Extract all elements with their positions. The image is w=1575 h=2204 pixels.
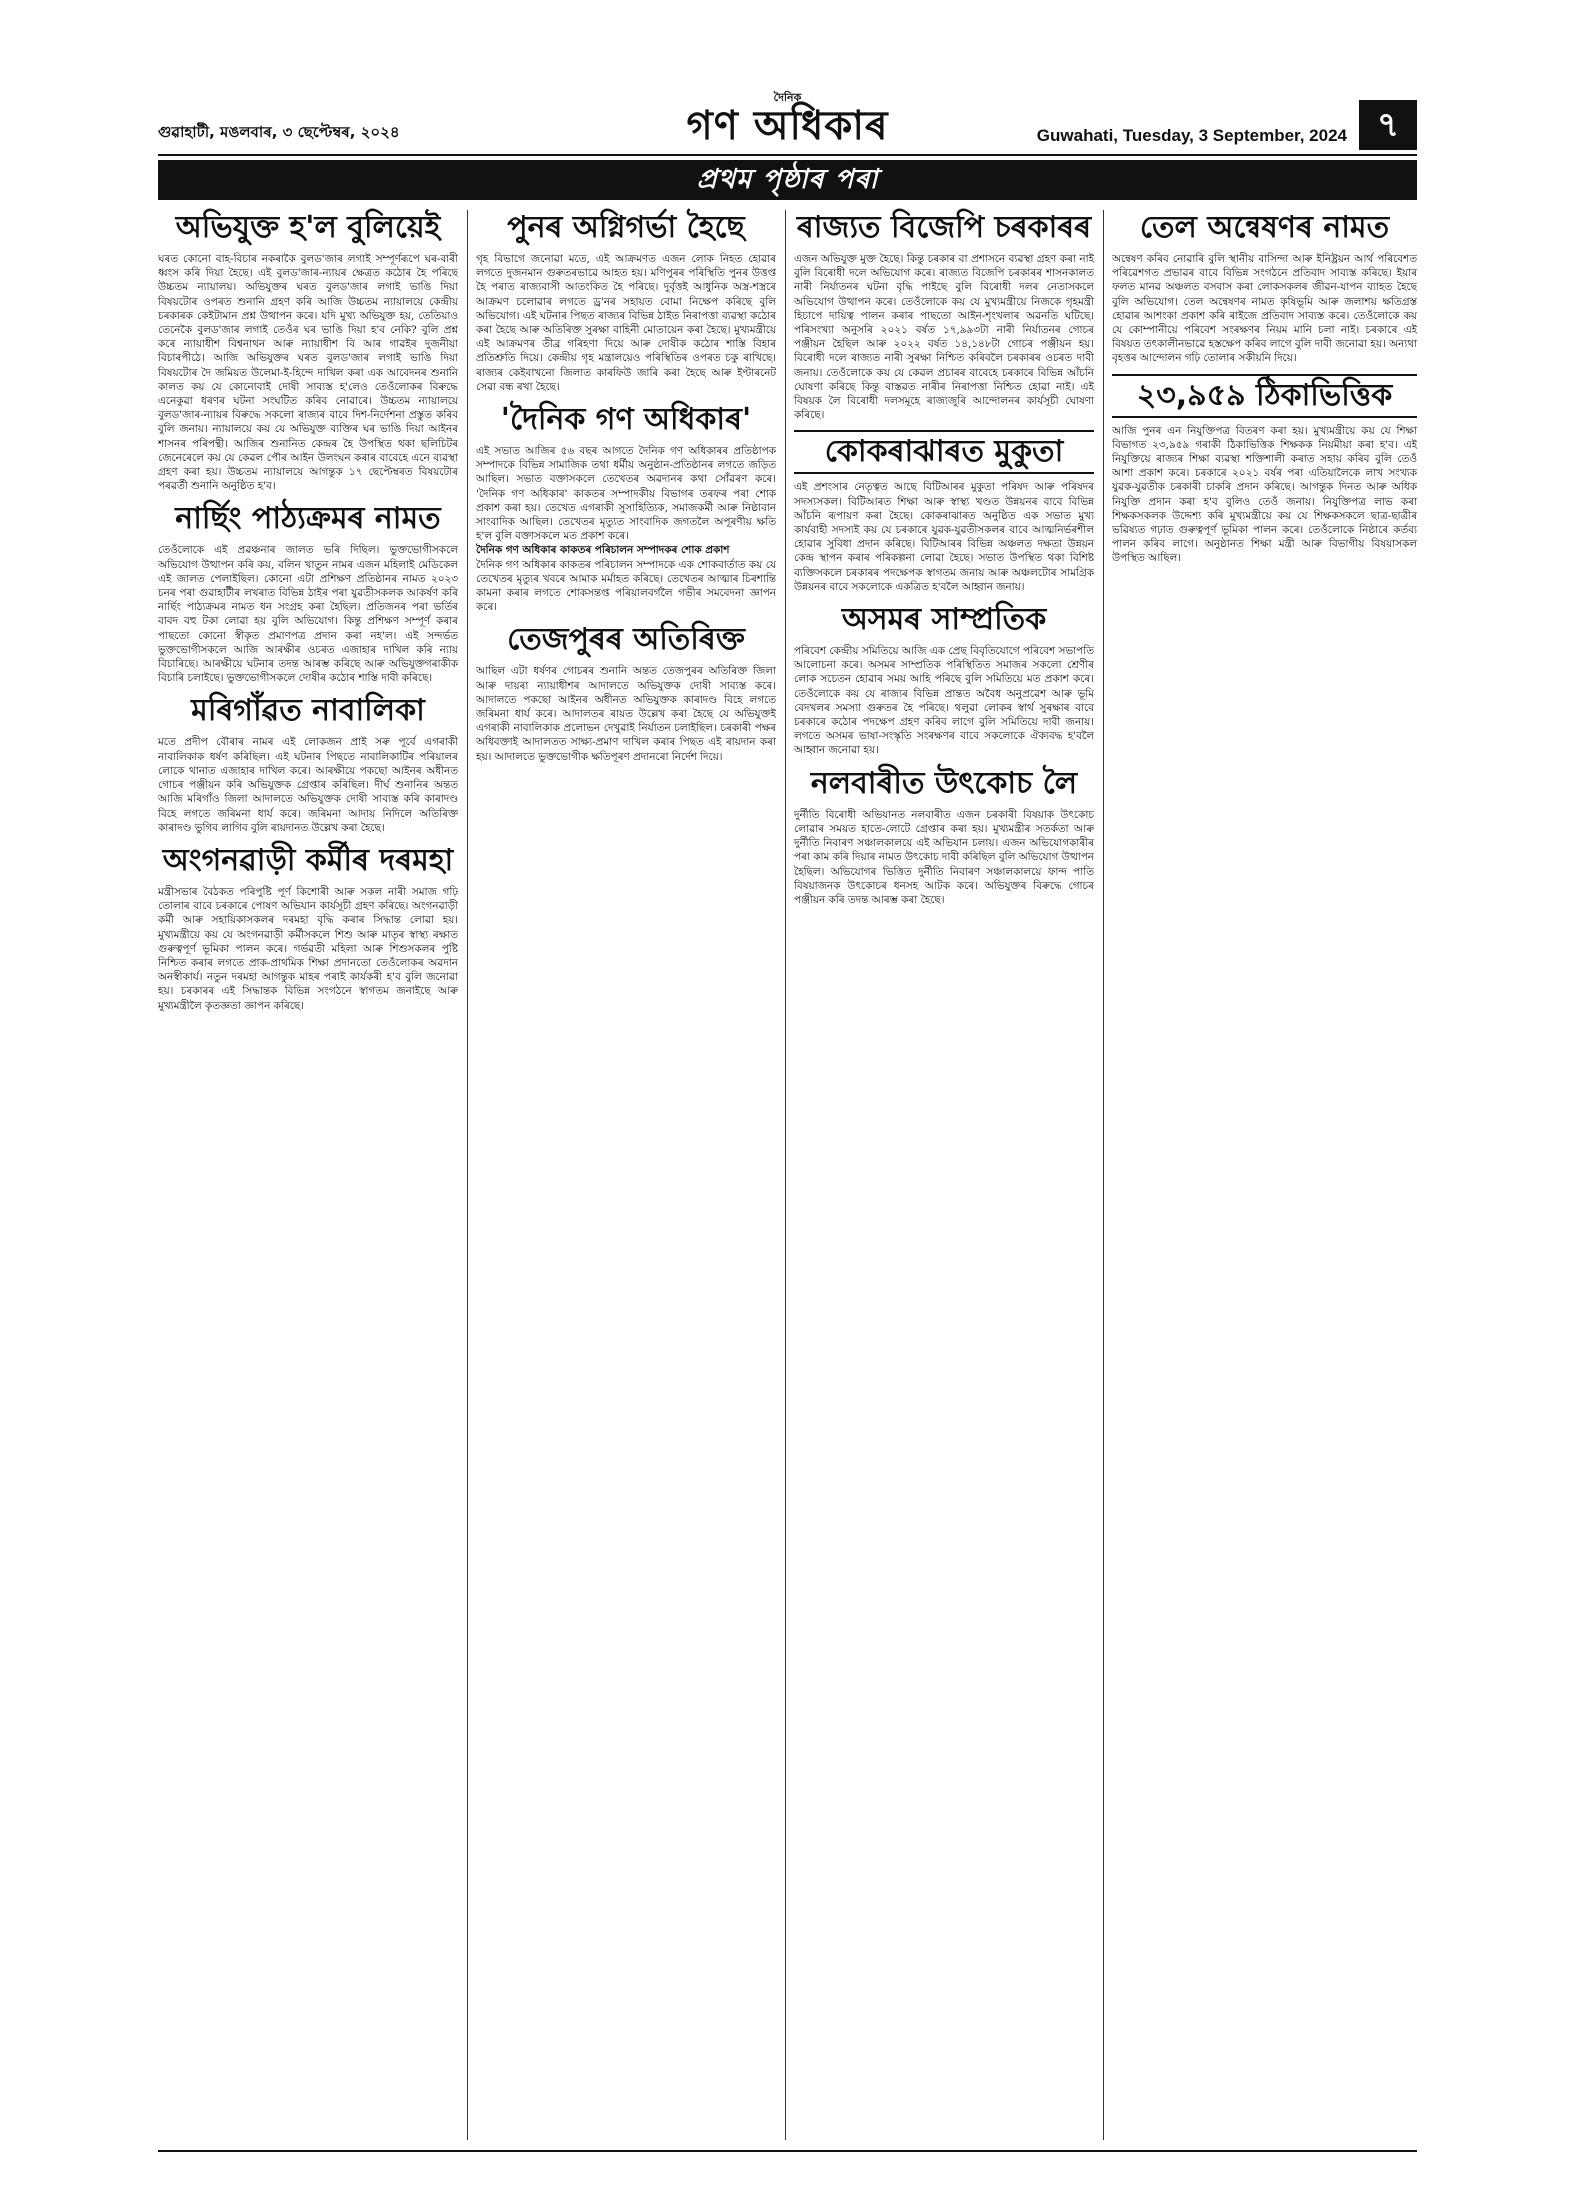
headline: মৰিগাঁৱত নাবালিকা xyxy=(191,693,425,729)
article-body: এই সভাত আজিৰ ৫৬ বছৰ আগতে দৈনিক গণ অধিকাৰৰ প্ৰতিষ্ঠাপক সম্পাদকে বিভিন্ন সামাজিক তথা ধৰ্মীয় অনুষ্ঠান-প্ৰতিষ্ঠানৰ লগতে জড়িত আছিল। সভাত বক্তাসকলে তেখেতৰ অৱদানৰ কথা সোঁৱৰণ কৰে। 'দৈনিক গণ অধিকাৰ' কাকতৰ সম্পাদকীয় বিভাগৰ তৰফৰ পৰা শোক প্ৰকাশ কৰা হয়। তেখেত এগৰাকী সুসাহিত্যিক, সমাজকৰ্মী আৰু নিষ্ঠাবান সাংবাদিক আছিল। তেখেতৰ মৃত্যুত সাংবাদিক জগতলৈ অপূৰণীয় ক্ষতি হ'ল বুলি বক্তাসকলে মত প্ৰকাশ কৰে। xyxy=(476,445,776,543)
headline: নলবাৰীত উৎকোচ লৈ xyxy=(810,765,1078,801)
article-nalbari-bribe xyxy=(794,766,1094,907)
newspaper-logo xyxy=(687,92,889,148)
headline: অংগনৱাড়ী কৰ্মীৰ দৰমহা xyxy=(162,842,454,878)
article-body: আছিল এটা ধৰ্ষণৰ গোচৰৰ শুনানি অন্তত তেজপুৰৰ অতিৰিক্ত জিলা আৰু দায়ৰা ন্যায়াধীশৰ আদালতে অভিযুক্তক দোষী সাব্যস্ত কৰে। আদালতে পকছো আইনৰ অধীনত অভিযুক্তক কাৰাদণ্ড বিহে লগতে জৰিমনা ধাৰ্য কৰে। আদালতৰ ৰায়ত উল্লেখ কৰা হৈছে যে অভিযুক্তই এগৰাকী নাবালিকাক প্ৰলোভন দেখুৱাই নিৰ্যাতন চলাইছিল। চৰকাৰী পক্ষৰ অধিবক্তাই আদালতত সাক্ষ্য-প্ৰমাণ দাখিল কৰাৰ পিছত এই ৰায়দান কৰা হয়। আদালতে ভুক্তভোগীক ক্ষতিপূৰণ প্ৰদানৰো নিৰ্দেশ দিয়ে। xyxy=(476,665,776,763)
article-kokrajhar xyxy=(794,430,1094,594)
article-morigaon-minor xyxy=(158,693,458,834)
column-4 xyxy=(1112,206,1417,2146)
column-2 xyxy=(476,206,776,2146)
article-body: আজি পুনৰ এন নিযুক্তিপত্ৰ বিতৰণ কৰা হয়। মুখ্যমন্ত্ৰীয়ে কয় যে শিক্ষা বিভাগত ২৩,৯৫৯ গৰাকী ঠিকাভিত্তিক শিক্ষকক নিয়মীয়া কৰা হ'ব। এই নিযুক্তিয়ে ৰাজ্যৰ শিক্ষা ব্যৱস্থা শক্তিশালী কৰাত সহায় কৰিব বুলি তেওঁ আশা প্ৰকাশ কৰে। চৰকাৰে ২০২১ বৰ্ষৰ পৰা এতিয়ালৈকে লাখ সংখ্যক যুৱক-যুৱতীক চৰকাৰী চাকৰি প্ৰদান কৰিছে। আগন্তুক দিনত আৰু অধিক নিযুক্তি প্ৰদান কৰা হ'ব বুলিও তেওঁ জনায়। নিযুক্তিপত্ৰ লাভ কৰা শিক্ষকসকলক উদ্দেশ্য কৰি মুখ্যমন্ত্ৰীয়ে কয় যে শিক্ষকসকলে ছাত্ৰ-ছাত্ৰীৰ ভৱিষ্যত গঢ়াত গুৰুত্বপূৰ্ণ ভূমিকা পালন কৰে। তেওঁলোকে নিষ্ঠাৰে কৰ্তব্য পালন কৰিব লাগে। অনুষ্ঠানত শিক্ষা মন্ত্ৰী আৰু বিভাগীয় বিষয়াসকল উপস্থিত আছিল। xyxy=(1112,424,1417,565)
article-body: অন্বেষণ কৰিব নোৱাৰি বুলি স্থানীয় বাসিন্দা আৰু ইনিষ্ট্ৰয়ন আৰ্থ পৰিবেশত পৰিৱেশগত প্ৰভাৱৰ বাবে বিভিন্ন সংগঠনে প্ৰতিবাদ সাব্যস্ত কৰিছে। ইয়াৰ ফলত মানৱ অঞ্চলত বসবাস কৰা লোকসকলৰ জীৱন-যাপন ব্যাহত হৈছে বুলি অভিযোগ। তেল অন্বেষণৰ নামত কৃষিভূমি আৰু জলাশয় ক্ষতিগ্ৰস্ত হোৱাৰ আশংকা প্ৰকাশ কৰি ৰাইজে প্ৰতিবাদ সাব্যস্ত কৰে। তেওঁলোকে কয় যে কোম্পানীয়ে পৰিবেশ সংৰক্ষণৰ নিয়ম মানি চলা নাই। চৰকাৰে এই বিষয়ত তৎকালীনভাৱে হস্তক্ষেপ কৰিব লাগে বুলি দাবী জনোৱা হয়। অন্যথা বৃহত্তৰ আন্দোলন গঢ়ি তোলাৰ সকীয়নি দিয়ে। xyxy=(1112,253,1417,365)
footer-rule xyxy=(158,2150,1417,2152)
article-nursing-course xyxy=(158,501,458,685)
article-accused-bulldozer xyxy=(158,210,458,493)
article-body: পৰিবেশ কেন্দ্ৰীয় সমিতিয়ে আজি এক প্ৰেছ বিবৃতিযোগে পৰিবেশ সভাপতি আলোচনা কৰে। অসমৰ সাম্প্ৰতিক পৰিস্থিতিত সমাজৰ সকলো শ্ৰেণীৰ লোক সচেতন হোৱাৰ সময় আহি পৰিছে বুলি সমিতিয়ে মত প্ৰকাশ কৰে। তেওঁলোকে কয় যে ৰাজ্যৰ বিভিন্ন প্ৰান্তত অবৈধ অনুপ্ৰৱেশ আৰু ভূমি বেদখলৰ সমস্যা গুৰুতৰ হৈ পৰিছে। থলুৱা লোকৰ স্বাৰ্থ সুৰক্ষাৰ বাবে চৰকাৰে কঠোৰ পদক্ষেপ গ্ৰহণ কৰিব লাগে বুলি সমিতিয়ে দাবী জনায়। লগতে অসমৰ ভাষা-সংস্কৃতি সংৰক্ষণৰ বাবে সকলোকে ঐক্যবদ্ধ হ'বলৈ আহ্বান জনোৱা হয়। xyxy=(794,645,1094,757)
logo-main-text: গণ অধিকাৰ xyxy=(686,103,889,149)
article-tezpur-additional xyxy=(476,622,776,763)
column-1 xyxy=(158,206,458,2146)
masthead-date-assamese: গুৱাহাটী, মঙলবাৰ, ৩ ছেপ্টেম্বৰ, ২০২৪ xyxy=(158,123,400,141)
article-body: তেওঁলোকে এই প্ৰৱঞ্চনাৰ জালত ভৰি দিছিল। ভুক্তভোগীসকলে অভিযোগ উত্থাপন কৰি কয়, বলিন খাতুন নামৰ এজন মহিলাই মেডিকেল এই জালত পেলাইছিল। কোনো এটা প্ৰশিক্ষণ প্ৰতিষ্ঠানৰ নামত ২০২৩ চনৰ পৰা গুৱাহাটীৰ লখৰাত বিভিন্ন ঠাইৰ পৰা যুৱতীসকলক আকৰ্ষণ কৰি নাৰ্ছিং পাঠ্যক্ৰমৰ নামত ধন সংগ্ৰহ কৰা হৈছিল। প্ৰতিজনৰ পৰা ভৰ্তিৰ বাবদ বহু টকা লোৱা হয় বুলি অভিযোগ। কিন্তু প্ৰশিক্ষণ সম্পূৰ্ণ কৰাৰ পাছতো কোনো স্বীকৃত প্ৰমাণপত্ৰ প্ৰদান কৰা নহ'ল। এই সন্দৰ্ভত ভুক্তভোগীসকলে আজি আৰক্ষীৰ ওচৰত এজাহাৰ দাখিল কৰি ন্যায় বিচাৰিছে। আৰক্ষীয়ে ঘটনাৰ তদন্ত আৰম্ভ কৰিছে আৰু অভিযুক্তগৰাকীক বিচাৰি চলাইছে। ভুক্তভোগীসকলে দোষীৰ কঠোৰ শাস্তি দাবী কৰিছে। xyxy=(158,544,458,685)
article-body: গৃহ বিভাগে জনোৱা মতে, এই আক্ৰমণত এজন লোক নিহত হোৱাৰ লগতে দুজনমান গুৰুতৰভাৱে আহত হয়। মণিপুৰৰ পৰিস্থিতি পুনৰ উত্তপ্ত হৈ পৰাত ৰাজ্যবাসী আতংকিত হৈ পৰিছে। দুৰ্বৃত্তই আধুনিক অস্ত্ৰ-শস্ত্ৰৰে আক্ৰমণ চলোৱাৰ লগতে ড্ৰ'নৰ সহায়ত বোমা নিক্ষেপ কৰিছে বুলি অভিযোগ। এই ঘটনাৰ পিছত ৰাজ্যৰ বিভিন্ন ঠাইত নিৰাপত্তা ব্যৱস্থা কঠোৰ কৰা হৈছে আৰু অতিৰিক্ত সুৰক্ষা বাহিনী মোতায়েন কৰা হৈছে। মুখ্যমন্ত্ৰীয়ে এই আক্ৰমণৰ তীব্ৰ গৰিহণা দিয়ে আৰু দোষীক কঠোৰ শাস্তি বিহাৰ প্ৰতিশ্ৰুতি দিয়ে। কেন্দ্ৰীয় গৃহ মন্ত্ৰালয়েও পৰিস্থিতিৰ ওপৰত চকু ৰাখিছে। ৰাজ্যৰ কেইবাখনো জিলাত কাৰফিউ জাৰি কৰা হৈছে আৰু ইণ্টাৰনেট সেৱা বন্ধ ৰখা হৈছে। xyxy=(476,253,776,393)
headline: ২৩,৯৫৯ ঠিকাভিত্তিক xyxy=(1112,374,1417,418)
article-body: ঘৰত কোনো বাহ-বিচাৰ নকৰাকৈ বুলড'জাৰ লগাই সম্পূৰ্ণৰূপে ঘৰ-বাৰী ধ্বংস কৰি দিয়া হৈছে। এই বুলড'জাৰ-ন্যায়ৰ ক্ষেত্ৰত কঠোৰ হৈ পৰিছে উচ্চতম ন্যায়ালয়। অভিযুক্তৰ ঘৰত বুলড'জাৰ লগাই ভাঙি দিয়া বিষয়টোৰ ওপৰত শুনানি গ্ৰহণ কৰি আজি উচ্চতম ন্যায়ালয়ে কেন্দ্ৰীয় চৰকাৰক কেইটামান প্ৰশ্ন উত্থাপন কৰে। যদি মুখ্য অভিযুক্ত হয়, তেতিয়াও তেনেকৈ বুলড'জাৰ লগাই তেওঁৰ ঘৰ ভাঙি দিয়া হ'ব নেকি? বুলি প্ৰশ্ন কৰে ন্যায়াধীশ বিশ্বনাথন আৰু ন্যায়াধীশ বি আৰ গাৱইৰ দুজনীয়া বিচাৰপীঠে। আজি অভিযুক্তৰ ঘৰত বুলড'জাৰ লগাই ভাঙি দিয়া বিষয়টোৰ দৈ জমিয়ত উলেমা-ই-হিন্দে দাখিল কৰা এক আবেদনৰ শুনানি কালত কয় যে কোনোবাই দোষী সাব্যস্ত হ'লেও তেওঁলোকৰ বিৰুদ্ধে এনেকুৱা ধৰণৰ ঘটনা সংঘটিত কৰিব নোৱাৰে। উচ্চতম ন্যায়ালয়ে বুলড'জাৰ-ন্যায়ৰ বিৰুদ্ধে সকলো ৰাজ্যৰ বাবে দিশ-নিৰ্দেশনা প্ৰস্তুত কৰিব বুলি জনায়। ন্যায়ালয়ে কয় যে অভিযুক্ত ব্যক্তিৰ ঘৰ ভাঙি দিয়া আইনৰ শাসনৰ পৰিপন্থী। আজিৰ শুনানিত কেন্দ্ৰৰ হৈ উপস্থিত থকা ছলিচিটৰ জেনেৰেলে কয় যে কেৱল পৌৰ আইন উলংঘন কৰাৰ বাবেহে এনে ব্যৱস্থা গ্ৰহণ কৰা হয়। উচ্চতম ন্যায়ালয়ে আগন্তুক ১৭ ছেপ্টেম্বৰত বিষয়টোৰ পৰৱৰ্তী শুনানি অনুষ্ঠিত হ'ব। xyxy=(158,253,458,493)
article-bjp-government xyxy=(794,210,1094,422)
headline: 'দৈনিক গণ অধিকাৰ' xyxy=(500,402,752,438)
column-divider xyxy=(785,210,786,2140)
article-assam-current xyxy=(794,602,1094,758)
article-body: মতে প্ৰদীপ বৌৰাৰ নামৰ এই লোকজন প্ৰাই সৰু পূৰ্বে এগৰাকী নাবালিকাক ধৰ্ষণ কৰিছিল। এই ঘটনাৰ পিছতে নাবালিকাটিৰ পৰিয়ালৰ লোকে থানাত এজাহাৰ দাখিল কৰে। আৰক্ষীয়ে পকছো আইনৰ অধীনত গোচৰ পঞ্জীয়ন কৰি অভিযুক্তক গ্ৰেপ্তাৰ কৰিছিল। দীৰ্ঘ শুনানিৰ অন্তত আজি মৰিগাঁও জিলা আদালতে অভিযুক্তক দোষী সাব্যস্ত কৰি কাৰাদণ্ড বিহে লগতে জৰিমনা ধাৰ্য কৰে। জৰিমনা আদায় নিদিলে অতিৰিক্ত কাৰাদণ্ড ভুগিব লাগিব বুলি ৰায়দানত উল্লেখ কৰা হৈছে। xyxy=(158,736,458,834)
masthead xyxy=(158,91,1417,152)
logo-small-text: দৈনিক xyxy=(773,91,802,104)
article-manipur-fire xyxy=(476,210,776,394)
masthead-date-english: Guwahati, Tuesday, 3 September, 2024 xyxy=(1036,126,1347,145)
headline: অভিযুক্ত হ'ল বুলিয়েই xyxy=(175,210,441,245)
headline: তেল অন্বেষণৰ নামত xyxy=(1139,210,1390,245)
article-body-continued: দৈনিক গণ অধিকাৰ কাকতৰ পৰিচালন সম্পাদকে এক শোকবাৰ্তাত কয় যে তেখেতৰ মৃত্যুৰ খবৰে আমাক মৰ্মাহত কৰিছে। তেখেতৰ আত্মাৰ চিৰশান্তি কামনা কৰাৰ লগতে শোকসন্তপ্ত পৰিয়ালবৰ্গলৈ গভীৰ সমবেদনা জ্ঞাপন কৰে। xyxy=(476,558,776,614)
article-body: মন্ত্ৰীসভাৰ বৈঠকত পৰিপুষ্টি পূৰ্ণ কিশোৰী আৰু সকল নাৰী সমাজ গঢ়ি তোলাৰ বাবে চৰকাৰে পোষণ অভিযান কাৰ্যসূচী গ্ৰহণ কৰিছে। অংগনৱাড়ী কৰ্মী আৰু সহায়িকাসকলৰ দৰমহা বৃদ্ধি কৰাৰ সিদ্ধান্ত লোৱা হয়। মুখ্যমন্ত্ৰীয়ে কয় যে অংগনৱাড়ী কৰ্মীসকলে শিশু আৰু মাতৃৰ স্বাস্থ্য ৰক্ষাত গুৰুত্বপূৰ্ণ ভূমিকা পালন কৰে। গৰ্ভৱতী মহিলা আৰু শিশুসকলৰ পুষ্টি নিশ্চিত কৰাৰ লগতে প্ৰাক-প্ৰাথমিক শিক্ষা প্ৰদানতো তেওঁলোকৰ অৱদান অনস্বীকাৰ্য। নতুন দৰমহা আগন্তুক মাহৰ পৰাই কাৰ্যকৰী হ'ব বুলি জনোৱা হয়। চৰকাৰৰ এই সিদ্ধান্তক বিভিন্ন সংগঠনে স্বাগতম জনাইছে আৰু মুখ্যমন্ত্ৰীলৈ কৃতজ্ঞতা জ্ঞাপন কৰিছে। xyxy=(158,885,458,1012)
column-3 xyxy=(794,206,1094,2146)
column-divider xyxy=(467,210,468,2140)
page-number: ৭ xyxy=(1359,100,1417,150)
article-subhead: দৈনিক গণ অধিকাৰ কাকতৰ পৰিচালন সম্পাদকৰ শোক প্ৰকাশ xyxy=(476,544,730,557)
column-divider xyxy=(1103,210,1104,2140)
article-columns xyxy=(158,206,1417,2146)
article-dainik-gana-adhikar xyxy=(476,402,776,614)
section-banner: প্ৰথম পৃষ্ঠাৰ পৰা xyxy=(158,160,1417,200)
header-rule xyxy=(158,154,1417,156)
article-oil-exploration xyxy=(1112,210,1417,366)
headline: ৰাজ্যত বিজেপি চৰকাৰৰ xyxy=(796,210,1092,245)
article-body: এই প্ৰশংসাৰ নেতৃত্বত আছে বিটিআৰৰ মুকুতা পৰিষদ আৰু পৰিষদৰ সদস্যসকল। বিটিআৰত শিক্ষা আৰু স্বাস্থ্য খণ্ডত উন্নয়নৰ বাবে বিভিন্ন আঁচনি ৰূপায়ণ কৰা হৈছে। কোকৰাঝাৰত অনুষ্ঠিত এক সভাত মুখ্য কাৰ্যবাহী সদস্যই কয় যে চৰকাৰে যুৱক-যুৱতীসকলৰ বাবে আত্মনিৰ্ভৰশীল হোৱাৰ সুবিধা প্ৰদান কৰিছে। বিটিআৰৰ বিভিন্ন অঞ্চলত দক্ষতা উন্নয়ন কেন্দ্ৰ স্থাপন কৰাৰ পৰিকল্পনা লোৱা হৈছে। সভাত উপস্থিত থকা বিশিষ্ট ব্যক্তিসকলে চৰকাৰৰ পদক্ষেপক স্বাগতম জনায় আৰু অঞ্চলটোৰ সামগ্ৰিক উন্নয়নৰ বাবে সকলোকে একত্ৰিত হ'বলৈ আহ্বান জনায়। xyxy=(794,481,1094,593)
headline: তেজপুৰৰ অতিৰিক্ত xyxy=(507,622,745,658)
headline: নাৰ্ছিং পাঠ্যক্ৰমৰ নামত xyxy=(175,501,441,537)
headline: কোকৰাঝাৰত মুকুতা xyxy=(794,430,1094,474)
article-contract-teachers xyxy=(1112,374,1417,566)
article-body: দুৰ্নীতি বিৰোধী অভিযানত নলবাৰীত এজন চৰকাৰী বিষয়াক উৎকোচ লোৱাৰ সময়ত হাতে-লোটে গ্ৰেপ্তাৰ কৰা হয়। মুখ্যমন্ত্ৰীৰ সতৰ্কতা আৰু দুৰ্নীতি নিবাৰণ সঞ্চালকালয়ে এই অভিযান চলায়। এজন অভিযোগকাৰীৰ পৰা কাম কৰি দিয়াৰ নামত উৎকোচ দাবী কৰিছিল বুলি অভিযোগ উত্থাপন হৈছিল। অভিযোগৰ ভিত্তিত দুৰ্নীতি নিবাৰণ সঞ্চালকালয়ে ফান্দ পাতি বিষয়াজনক উৎকোচৰ ধনসহ আটক কৰে। অভিযুক্তৰ বিৰুদ্ধে গোচৰ পঞ্জীয়ন কৰি তদন্ত আৰম্ভ কৰা হৈছে। xyxy=(794,808,1094,906)
headline: অসমৰ সাম্প্ৰতিক xyxy=(841,602,1047,638)
headline: পুনৰ অগ্নিগৰ্ভা হৈছে xyxy=(507,210,745,245)
article-body: এজন অভিযুক্ত মুক্ত হৈছে। কিন্তু চৰকাৰ বা প্ৰশাসনে ব্যৱস্থা গ্ৰহণ কৰা নাই বুলি বিৰোধী দলে অভিযোগ কৰে। ৰাজ্যত বিজেপি চৰকাৰৰ শাসনকালত নাৰী নিৰ্যাতনৰ ঘটনা বৃদ্ধি পাইছে বুলি বিৰোধী দলৰ নেতাসকলে অভিযোগ উত্থাপন কৰে। তেওঁলোকে কয় যে মুখ্যমন্ত্ৰীয়ে নিজকে গৃহমন্ত্ৰী হিচাপে দায়িত্ব পালন কৰাৰ পাছতো আইন-শৃংখলাৰ অৱনতি ঘটিছে। পৰিসংখ্যা অনুসৰি ২০২১ বৰ্ষত ১৭,৯৯৩টা নাৰী নিৰ্যাতনৰ গোচৰ পঞ্জীয়ন হৈছিল আৰু ২০২২ বৰ্ষত ১৪,১৪৮টা গোচৰ পঞ্জীয়ন হয়। বিৰোধী দলে ৰাজ্যত নাৰী সুৰক্ষা নিশ্চিত কৰিবলৈ চৰকাৰৰ ওচৰত দাবী জনায়। তেওঁলোকে কয় যে কেৱল প্ৰচাৰৰ বাবেহে চৰকাৰে বিভিন্ন আঁচনি ঘোষণা কৰিছে কিন্তু বাস্তৱত নাৰীৰ নিৰাপত্তা নিশ্চিত হোৱা নাই। এই বিষয়ক লৈ বিৰোধী দলসমূহে ৰাজ্যজুৰি আন্দোলনৰ কাৰ্যসূচী ঘোষণা কৰিছে। xyxy=(794,253,1094,422)
article-anganwadi-salary xyxy=(158,843,458,1013)
